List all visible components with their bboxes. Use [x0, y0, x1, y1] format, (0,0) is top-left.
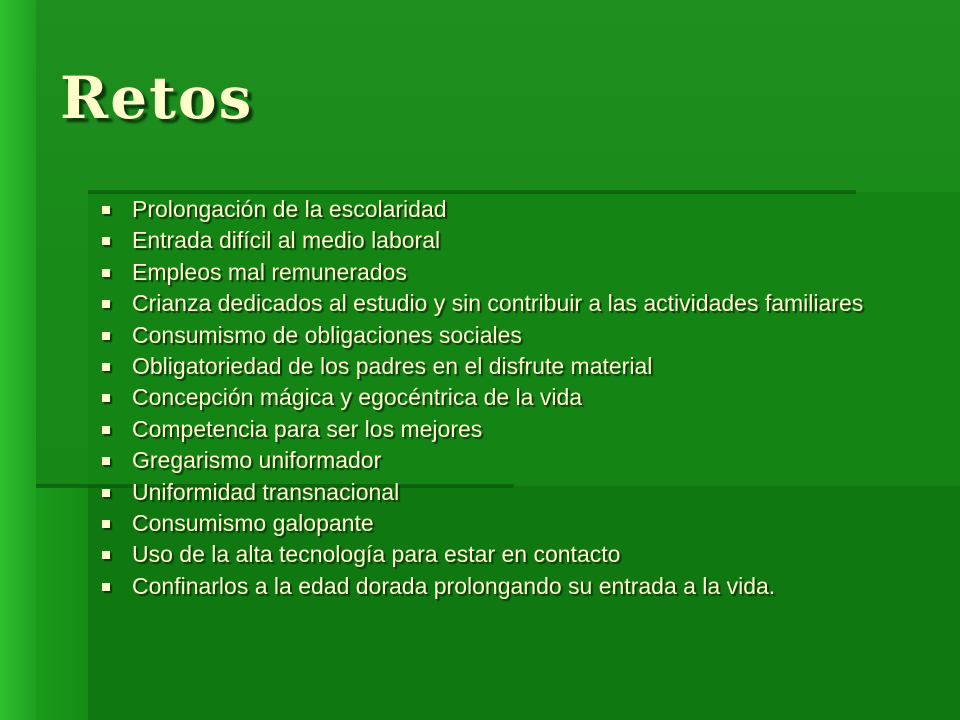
bullet-item: [98, 478, 888, 505]
bullet-item: [98, 449, 888, 472]
square-bullet-icon: [102, 206, 110, 214]
bullet-item: [98, 292, 888, 315]
bullet-text: Gregarismo uniformador: [132, 447, 382, 474]
square-bullet-icon: [102, 489, 110, 497]
bullet-text: Entrada difícil al medio laboral: [132, 227, 441, 254]
square-bullet-icon: [102, 551, 110, 559]
bullet-text: Empleos mal remunerados: [132, 258, 407, 285]
bullet-text: Prolongación de la escolaridad: [132, 196, 447, 222]
background-panel-left: [0, 0, 36, 720]
square-bullet-icon: [102, 583, 110, 591]
square-bullet-icon: [102, 426, 110, 434]
bullet-item: [98, 321, 888, 348]
square-bullet-icon: [102, 332, 110, 340]
bullet-text: Confinarlos a la edad dorada prolongando su entrada a la vida.: [132, 572, 776, 599]
background-panel-lower-left: [36, 486, 88, 720]
square-bullet-icon: [102, 520, 110, 528]
square-bullet-icon: [102, 363, 110, 371]
bullet-text: Consumismo galopante: [132, 509, 374, 536]
panel-edge-shadow-top: [88, 190, 856, 194]
bullet-item: [98, 415, 888, 442]
bullet-text: Crianza dedicados al estudio y sin contribuir a las actividades familiares: [132, 290, 864, 317]
bullet-text: Obligatoriedad de los padres en el disfrute material: [132, 352, 653, 379]
bullet-item: [98, 572, 888, 599]
square-bullet-icon: [102, 457, 110, 465]
bullet-item: [98, 386, 888, 409]
bullet-item: [98, 258, 888, 285]
slide-title: Retos: [60, 64, 254, 132]
bullet-text: Competencia para ser los mejores: [132, 415, 483, 442]
bullet-text: Uniformidad transnacional: [132, 478, 400, 505]
square-bullet-icon: [102, 300, 110, 308]
bullet-text: Uso de la alta tecnología para estar en contacto: [132, 541, 621, 568]
bullet-item: [98, 198, 888, 221]
square-bullet-icon: [102, 394, 110, 402]
bullet-text: Consumismo de obligaciones sociales: [132, 321, 522, 348]
bullet-item: [98, 543, 888, 566]
bullet-list: [98, 198, 888, 606]
bullet-item: [98, 229, 888, 252]
bullet-item: [98, 352, 888, 379]
bullet-item: [98, 509, 888, 536]
square-bullet-icon: [102, 269, 110, 277]
square-bullet-icon: [102, 237, 110, 245]
bullet-text: Concepción mágica y egocéntrica de la vida: [132, 384, 583, 411]
